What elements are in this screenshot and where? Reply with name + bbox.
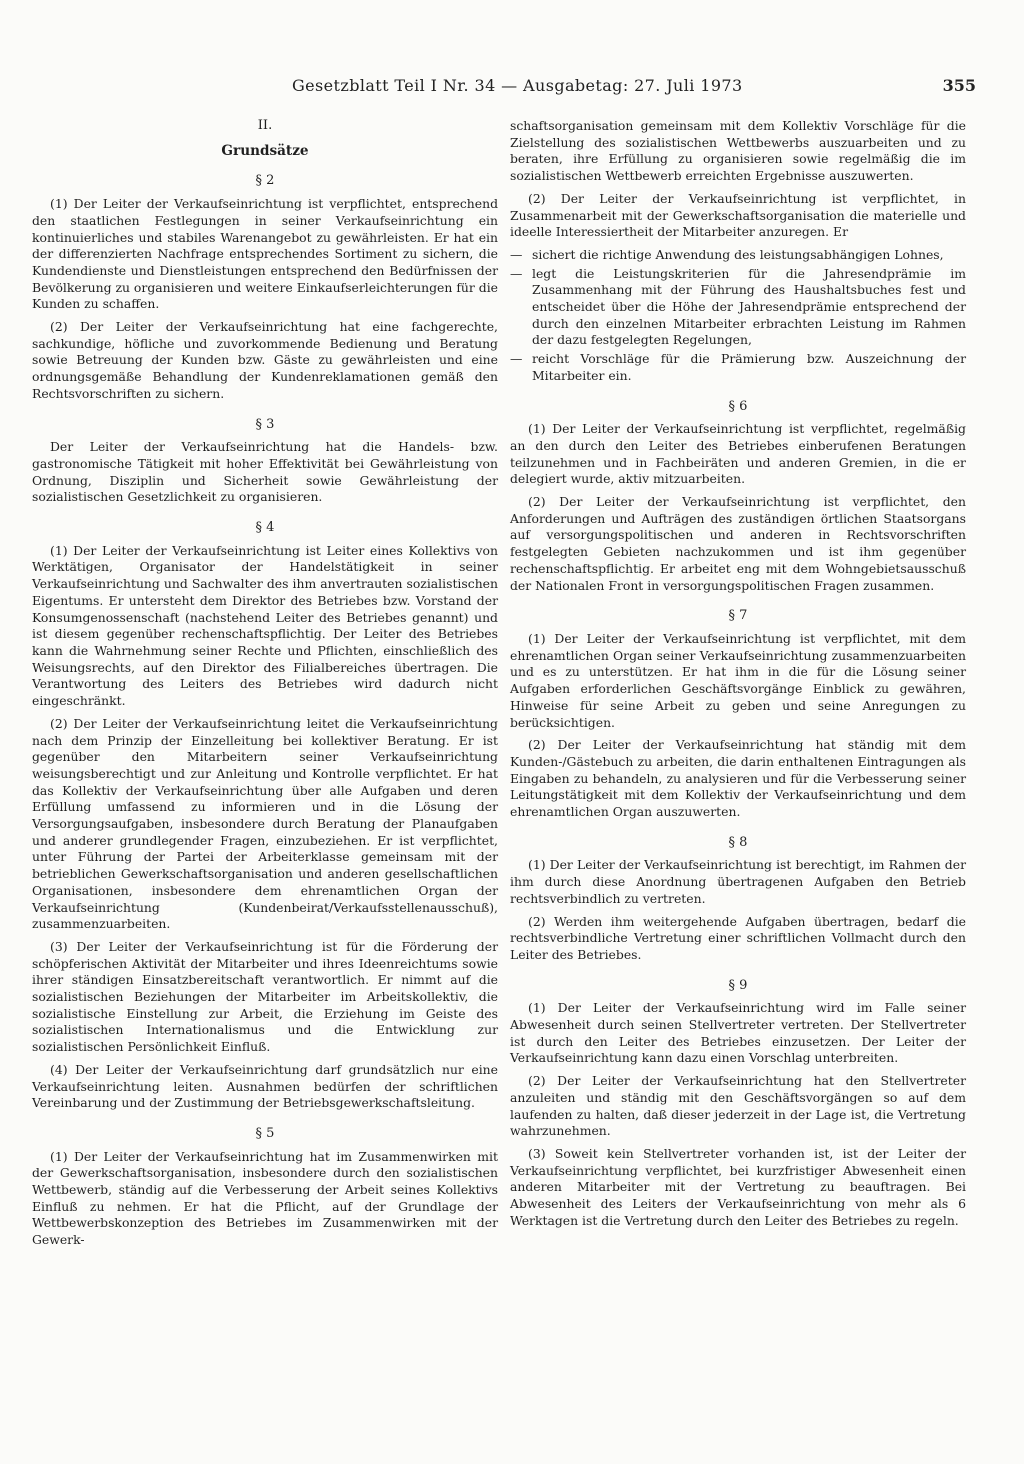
section-2-paragraph-1: (1) Der Leiter der Verkaufseinrichtung ist verpflichtet, entsprechend den staatlichen Festlegungen in seiner Verkaufseinrichtung ein kontinuierliches und stabiles Warenangebot zu gewährleisten. Er hat ein der differenzierten Nachfrage entsprechendes Sortiment zu sichern, die Kundendienste und Dienstleistungen entsprechend den Bedürfnissen der Bevölkerung zu organisieren und weitere Einkaufserleichterungen für die Kunden zu schaffen. [32,196,498,312]
section-3-paragraph-1: Der Leiter der Verkaufseinrichtung hat die Handels- bzw. gastronomische Tätigkeit mit hoher Effektivität bei Gewährleistung von Ordnung, Disziplin und Sicherheit sowie Gewährleistung der sozialistischen Gesetzlichkeit zu organisieren. [32,439,498,505]
section-2-heading: § 2 [255,173,275,189]
page-number: 355 [942,76,976,95]
section-2-paragraph-2: (2) Der Leiter der Verkaufseinrichtung hat eine fachgerechte, sachkundige, höfliche und zuvorkommende Bedienung und Beratung sowie Betreuung der Kunden bzw. Gäste zu gewährleisten und eine ordnungsgemäße Behandlung der Kundenreklamationen gemäß den Rechtsvorschriften zu sichern. [32,319,498,401]
section-4-paragraph-4: (4) Der Leiter der Verkaufseinrichtung darf grundsätzlich nur eine Verkaufseinrichtung leiten. Ausnahmen bedürfen der schriftlichen Vereinbarung und der Zustimmung der Betriebsgewerkschaftsleitung. [32,1061,498,1111]
section-9-paragraph-3: (3) Soweit kein Stellvertreter vorhanden ist, ist der Leiter der Verkaufseinrichtung verpflichtet, bei kurzfristiger Abwesenheit einen anderen Mitarbeiter mit der Vertretung zu beauftragen. Bei Abwesenheit des Leiters der Verkaufseinrichtung von mehr als 6 Werktagen ist die Vertretung durch den Leiter des Betriebes zu regeln. [510,1145,966,1228]
section-5-paragraph-1-continued: schaftsorganisation gemeinsam mit dem Kollektiv Vorschläge für die Zielstellung des sozialistischen Wettbewerbs auszuarbeiten und zu beraten, ihre Erfüllung zu organisieren sowie regelmäßig die im sozialistischen Wettbewerb erreichten Ergebnisse auszuwerten. [510,118,966,184]
section-4-paragraph-3: (3) Der Leiter der Verkaufseinrichtung ist für die Förderung der schöpferischen Aktivität der Mitarbeiter und ihres Ideenreichtums sowie ihrer ständigen Einsatzbereitschaft verantwortlich. Er nimmt auf die sozialistischen Beziehungen der Mitarbeiter im Arbeitskollektiv, die sozialistische Einstellung zur Arbeit, die Erziehung im Geiste des sozialistischen Internationalismus und die Entwicklung zur sozialistischen Persönlichkeit Einfluß. [32,938,498,1055]
section-9-heading: § 9 [728,977,748,993]
section-6-paragraph-2: (2) Der Leiter der Verkaufseinrichtung ist verpflichtet, den Anforderungen und Aufträgen des zuständigen örtlichen Staatsorgans auf versorgungspolitischen und anderen in Rechtsvorschriften festgelegten Gebieten nachzukommen und ist ihm gegenüber rechenschaftspflichtig. Er arbeitet eng mit dem Wohngebietsausschuß der Nationalen Front in versorgungspolitischen Fragen zusammen. [510,494,966,593]
part-number: II. [257,118,273,133]
list-item: — legt die Leistungskriterien für die Jahresendprämie im Zusammenhang mit der Führung des Haushaltsbuches fest und entscheidet über die Höhe der Jahresendprämie entsprechend der durch den einzelnen Mitarbeiter erbrachten Leistung im Rahmen der dazu festgelegten Regelungen, [510,266,966,350]
list-item: — reicht Vorschläge für die Prämierung bzw. Auszeichnung der Mitarbeiter ein. [510,351,966,384]
section-4-heading: § 4 [255,520,275,536]
part-title: Grundsätze [221,142,309,159]
section-7-paragraph-1: (1) Der Leiter der Verkaufseinrichtung ist verpflichtet, mit dem ehrenamtlichen Organ seiner Verkaufseinrichtung zusammenzuarbeiten und es zu unterstützen. Er hat ihm in die für die Lösung seiner Aufgaben erforderlichen Geschäftsvorgänge Einblick zu gewähren, Hinweise für seine Arbeit zu geben und seine Anregungen zu berücksichtigen. [510,630,966,730]
section-5-paragraph-1: (1) Der Leiter der Verkaufseinrichtung hat im Zusammenwirken mit der Gewerkschaftsorganisation, insbesondere durch den sozialistischen Wettbewerb, ständig auf die Verbesserung der Arbeit seines Kollektivs Einfluß zu nehmen. Er hat die Pflicht, auf der Grundlage der Wettbewerbskonzeption des Betriebes im Zusammenwirken mit der Gewerk- [32,1148,498,1248]
section-3-heading: § 3 [255,416,275,432]
section-5-paragraph-2: (2) Der Leiter der Verkaufseinrichtung ist verpflichtet, in Zusammenarbeit mit der Gewerkschaftsorganisation die materielle und ideelle Interessiertheit der Mitarbeiter anzuregen. Er [510,190,966,240]
section-9-paragraph-1: (1) Der Leiter der Verkaufseinrichtung wird im Falle seiner Abwesenheit durch seinen Stellvertreter vertreten. Der Stellvertreter ist durch den Leiter des Betriebes einzusetzen. Der Leiter der Verkaufseinrichtung kann dazu einen Vorschlag unterbreiten. [510,1000,966,1066]
section-4-paragraph-1: (1) Der Leiter der Verkaufseinrichtung ist Leiter eines Kollektivs von Werktätigen, Organisator der Handelstätigkeit in seiner Verkaufseinrichtung und Sachwalter des ihm anvertrauten sozialistischen Eigentums. Er untersteht dem Direktor des Betriebes bzw. Vorstand der Konsumgenossenschaft (nachstehend Leiter des Betriebes genannt) und ist diesem gegenüber rechenschaftspflichtig. Der Leiter des Betriebes kann die Wahrnehmung seiner Rechte und Pflichten, einschließlich des Weisungsrechts, auf den Direktor des Filialbereiches übertragen. Die Verantwortung des Leiters des Betriebes wird dadurch nicht eingeschränkt. [32,542,498,709]
list-item: — sichert die richtige Anwendung des leistungsabhängigen Lohnes, [510,247,966,264]
section-8-heading: § 8 [728,834,748,850]
section-8-paragraph-1: (1) Der Leiter der Verkaufseinrichtung ist berechtigt, im Rahmen der ihm durch diese Anordnung übertragenen Aufgaben den Betrieb rechtsverbindlich zu vertreten. [510,857,966,906]
section-6-heading: § 6 [728,398,748,414]
section-5-dash-list [510,247,966,385]
section-6-paragraph-1: (1) Der Leiter der Verkaufseinrichtung ist verpflichtet, regelmäßig an den durch den Leiter des Betriebes einberufenen Beratungen teilzunehmen und in Fachbeiräten und anderen Gremien, in die er delegiert wurde, aktiv mitzuarbeiten. [510,421,966,487]
section-7-paragraph-2: (2) Der Leiter der Verkaufseinrichtung hat ständig mit dem Kunden-/Gästebuch zu arbeiten, die darin enthaltenen Eintragungen als Eingaben zu behandeln, zu analysieren und für die Verbesserung seiner Leitungstätigkeit mit dem Kollektiv der Verkaufseinrichtung und dem ehrenamtlichen Organ auszuwerten. [510,737,966,820]
right-column [510,118,966,1235]
section-8-paragraph-2: (2) Werden ihm weitergehende Aufgaben übertragen, bedarf die rechtsverbindliche Vertretung einer schriftlichen Vollmacht durch den Leiter des Betriebes. [510,913,966,962]
section-4-paragraph-2: (2) Der Leiter der Verkaufseinrichtung leitet die Verkaufseinrichtung nach dem Prinzip der Einzelleitung bei kollektiver Beratung. Er ist gegenüber den Mitarbeitern seiner Verkaufseinrichtung weisungsberechtigt und zur Anleitung und Kontrolle verpflichtet. Er hat das Kollektiv der Verkaufseinrichtung über alle Aufgaben und deren Erfüllung umfassend zu informieren und in die Lösung der Versorgungsaufgaben, insbesondere durch Beratung der Planaufgaben und anderer grundlegender Fragen, einzubeziehen. Er ist verpflichtet, unter Führung der Partei der Arbeiterklasse gemeinsam mit der betrieblichen Gewerkschaftsorganisation und anderen gesellschaftlichen Organisationen, insbesondere dem ehrenamtlichen Organ der Verkaufseinrichtung (Kundenbeirat/Verkaufsstellenausschuß), zusammenzuarbeiten. [32,715,498,932]
gazette-title: Gesetzblatt Teil I Nr. 34 — Ausgabetag: 27. Juli 1973 [292,76,743,95]
section-5-heading: § 5 [255,1125,275,1141]
page-header [36,76,976,98]
left-column [32,118,498,1255]
section-9-paragraph-2: (2) Der Leiter der Verkaufseinrichtung hat den Stellvertreter anzuleiten und ständig mit den Geschäftsvorgängen so auf dem laufenden zu halten, daß dieser jederzeit in der Lage ist, die Vertretung wahrzunehmen. [510,1073,966,1139]
section-7-heading: § 7 [728,608,748,624]
